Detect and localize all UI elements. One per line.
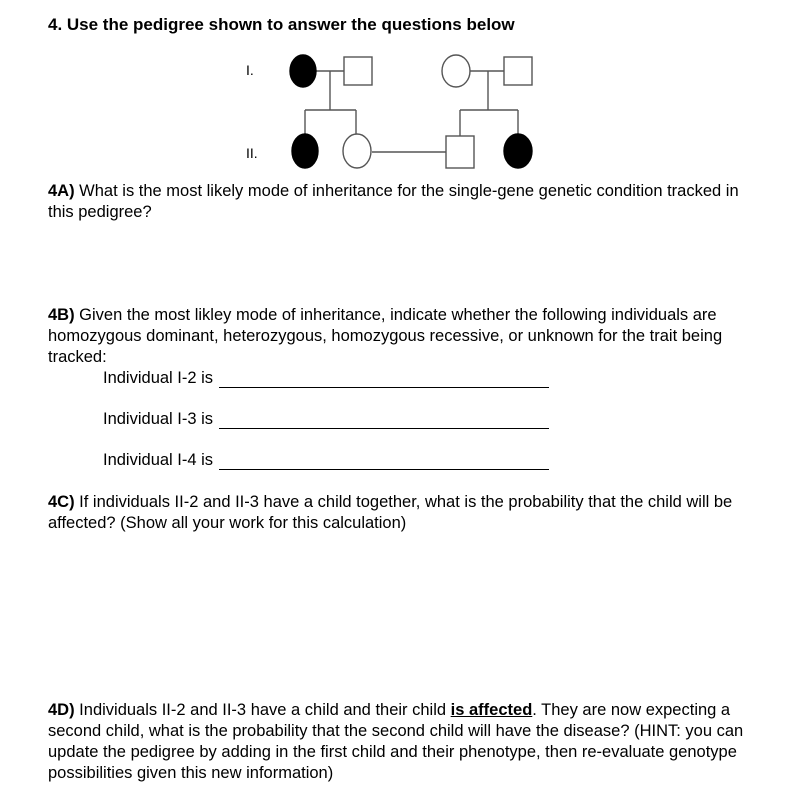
answer-label-I-4: Individual I-4 is <box>103 451 214 469</box>
answer-row-I-2 <box>103 369 549 388</box>
pedigree-chart <box>0 0 798 180</box>
question-4d-label: 4D) <box>48 701 75 719</box>
individual-II-1-affected-female <box>292 134 318 168</box>
generation-label-I: I. <box>246 62 254 78</box>
individual-II-3-unaffected-male <box>446 136 474 168</box>
question-4b <box>48 305 758 368</box>
question-4d-text-before: Individuals II-2 and II-3 have a child and their child <box>74 701 451 719</box>
answer-line-I-2[interactable] <box>219 371 549 388</box>
generation-label-II: II. <box>246 145 258 161</box>
question-title: 4. Use the pedigree shown to answer the questions below <box>48 15 515 34</box>
individual-I-3-unaffected-female <box>442 55 470 87</box>
answer-label-I-2: Individual I-2 is <box>103 369 214 387</box>
answer-line-I-3[interactable] <box>219 412 549 429</box>
question-4a-label: 4A) <box>48 182 75 200</box>
individual-II-2-unaffected-female <box>343 134 371 168</box>
question-4d-emphasis: is affected <box>450 701 533 719</box>
answer-row-I-3 <box>103 410 549 429</box>
question-4d-text-after: . They are now expecting a second child, what is the probability that the second child will have the disease? (HINT: you can update the pedigree by adding in the first child and their phenotype, then re-evaluate genotype possibilities given this new information) <box>48 701 744 782</box>
question-4b-label: 4B) <box>48 306 75 324</box>
question-4c-text: If individuals II-2 and II-3 have a child together, what is the probability that the child will be affected? (Show all your work for this calculation) <box>48 493 733 532</box>
question-4b-text: Given the most likley mode of inheritance, indicate whether the following individuals are homozygous dominant, heterozygous, homozygous recessive, or unknown for the trait being tracked: <box>48 306 723 366</box>
answer-label-I-3: Individual I-3 is <box>103 410 214 428</box>
question-4c-label: 4C) <box>48 493 75 511</box>
individual-I-2-unaffected-male <box>344 57 372 85</box>
question-4a <box>48 181 758 223</box>
question-4d <box>48 700 758 784</box>
question-4c <box>48 492 758 534</box>
individual-II-4-affected-female <box>504 134 532 168</box>
individual-I-4-unaffected-male <box>504 57 532 85</box>
answer-line-I-4[interactable] <box>219 453 549 470</box>
question-4a-text: What is the most likely mode of inheritance for the single-gene genetic condition tracked in this pedigree? <box>48 182 739 221</box>
individual-I-1-affected-female <box>290 55 316 87</box>
answer-row-I-4 <box>103 451 549 470</box>
